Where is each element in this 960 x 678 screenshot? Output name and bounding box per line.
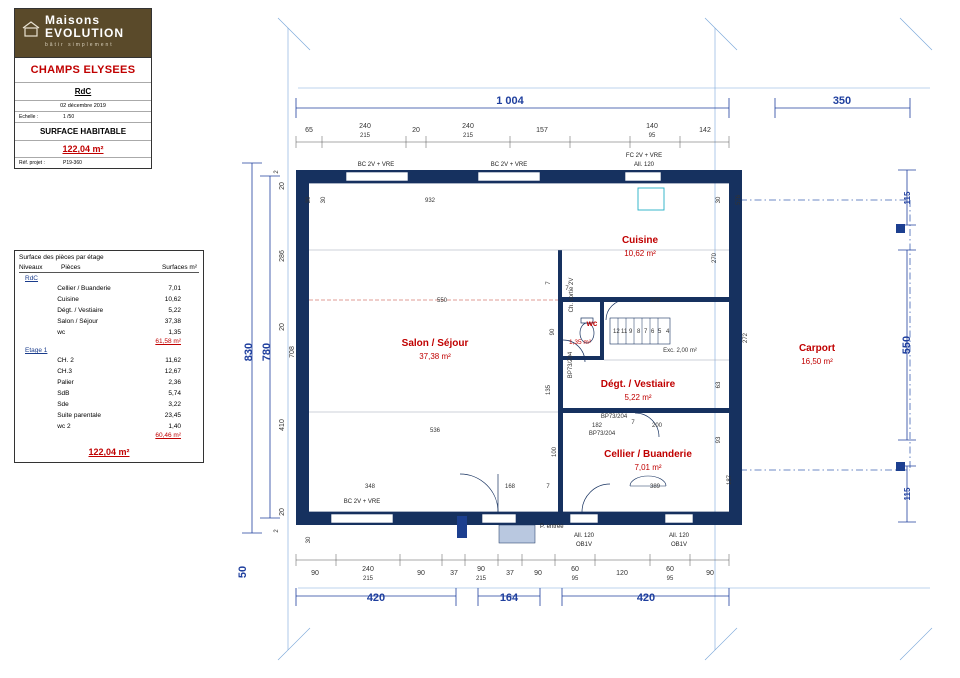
group-label-rdc: RdC (25, 275, 39, 282)
dim-chain-top-5: 140 (646, 123, 658, 130)
room-label: wc 2 (57, 423, 71, 430)
room-area-wc: 1,35 m² (568, 339, 592, 346)
inner-dim-182: 182 (591, 423, 603, 429)
dim-chain-top-1b: 215 (359, 133, 371, 139)
opening-sub-5: OB1V (670, 542, 688, 548)
inner-dim-187: 100 (552, 446, 558, 458)
dim-left-2b: 2 (274, 529, 280, 533)
plan-date: 02 décembre 2019 (15, 101, 151, 112)
inner-dim-270: 270 (712, 252, 718, 264)
habitable-surface-value: 122,04 m² (15, 141, 151, 158)
svg-text:11: 11 (621, 329, 628, 335)
opening-label-5: All. 120 (668, 533, 690, 539)
subtotal-rdc: 61,58 m² (155, 338, 181, 345)
room-label: SdB (57, 390, 70, 397)
inner-dim-135: 90 (550, 328, 556, 336)
inner-dim-30c: 30 (306, 536, 312, 544)
dim-chain-top-2: 20 (412, 127, 420, 134)
col-header-room: Pièces (61, 264, 81, 271)
subtotal-etage1: 60,46 m² (155, 432, 181, 439)
stair-riser-number: 12 (613, 329, 620, 335)
dim-left-780: 780 (261, 342, 273, 362)
areas-table (14, 250, 204, 463)
opening-label-3: BC 2V + VRE (343, 499, 381, 505)
room-label: Palier (57, 379, 74, 386)
table-row (19, 366, 199, 377)
kitchen-sink-symbol (638, 188, 664, 210)
logo-tagline: bâtir simplement (45, 42, 114, 48)
room-area: 7,01 (168, 285, 181, 292)
room-area: 3,22 (168, 401, 181, 408)
room-label-salon: Salon / Séjour (401, 338, 469, 349)
dim-chain-bottom-5: 37 (506, 570, 514, 577)
table-row (19, 421, 199, 432)
annotation-exc: Exc. 2,00 m² (663, 348, 697, 354)
room-label: Cuisine (57, 296, 79, 303)
svg-text:9: 9 (629, 329, 633, 335)
dim-left-2a: 2 (274, 170, 280, 174)
dim-chain-top-5b: 95 (648, 133, 656, 139)
room-area-degt: 5,22 m² (624, 393, 652, 402)
dim-bottom-2: 164 (499, 592, 519, 604)
inner-dim-90: 63 (716, 381, 722, 389)
svg-text:6: 6 (651, 329, 655, 335)
inner-dim-389b: 389 (649, 484, 661, 490)
dim-left-286: 286 (279, 250, 286, 262)
dim-bottom-1: 420 (366, 592, 386, 604)
logo-text-line2: EVOLUTION (45, 25, 125, 40)
dim-chain-bottom-4b: 215 (475, 576, 487, 582)
table-row (19, 316, 199, 327)
habitable-surface-label: SURFACE HABITABLE (15, 123, 151, 141)
room-label: Salon / Séjour (57, 318, 99, 325)
dim-top-right: 350 (832, 95, 852, 107)
room-label: Dégt. / Vestiaire (57, 307, 104, 314)
inner-dim-63: 93 (716, 436, 722, 444)
dim-chain-top-3: 240 (462, 123, 474, 130)
inner-dim-536: 536 (429, 428, 441, 434)
table-row (19, 305, 199, 316)
staircase (610, 318, 670, 344)
inner-dim-932: 932 (424, 198, 436, 204)
table-row (19, 377, 199, 388)
room-area: 37,38 (164, 318, 181, 325)
dim-chain-bottom-7: 60 (571, 566, 579, 573)
table-row (19, 410, 199, 421)
room-area: 11,62 (165, 357, 181, 364)
areas-table-title: Surface des pièces par étage (19, 254, 104, 261)
room-label: Cellier / Buanderie (57, 285, 111, 292)
opening-label-4: All. 120 (573, 533, 595, 539)
room-area: 23,45 (164, 412, 181, 419)
opening-label-0: BC 2V + VRE (357, 162, 395, 168)
inner-dim-93: 187 (727, 474, 733, 486)
svg-text:8: 8 (637, 329, 641, 335)
inner-dim-7a: 7 (546, 484, 550, 490)
dim-chain-bottom-9: 60 (666, 566, 674, 573)
inner-dim-550: 550 (436, 298, 448, 304)
title-block (14, 8, 152, 169)
table-row (19, 294, 199, 305)
svg-text:7: 7 (644, 329, 648, 335)
inner-dim-272: 272 (743, 332, 749, 344)
dim-left-830: 830 (243, 342, 255, 362)
dim-chain-top-4: 157 (536, 127, 548, 134)
annotation-bp1: BP73/204 (568, 351, 574, 379)
inner-dim-200: 200 (651, 423, 663, 429)
room-area: 12,67 (164, 368, 181, 375)
dim-chain-top-0: 65 (305, 127, 313, 134)
col-header-area: Surfaces m² (161, 264, 197, 271)
opening-label-2: FC 2V + VRE (625, 153, 663, 159)
svg-text:5: 5 (658, 329, 662, 335)
room-area: 1,40 (168, 423, 181, 430)
annotation-bp2: BP73/204 (600, 414, 628, 420)
room-area: 5,74 (168, 390, 181, 397)
dim-chain-bottom-10: 90 (706, 570, 714, 577)
room-label: CH.3 (57, 368, 73, 375)
dim-left-20b: 20 (279, 323, 286, 331)
dim-chain-bottom-8: 120 (616, 570, 628, 577)
room-label-cellier: Cellier / Buanderie (604, 449, 692, 460)
room-area-carport: 16,50 m² (801, 357, 833, 366)
table-row (19, 388, 199, 399)
dim-left-708: 708 (289, 346, 296, 358)
dim-left-20c: 20 (279, 508, 286, 516)
company-logo (15, 9, 151, 58)
dim-top-main: 1 004 (496, 95, 524, 107)
dim-left-20a: 20 (279, 182, 286, 190)
annotation-porte-entree: P. entrée (540, 524, 564, 530)
dim-chain-bottom-3: 37 (450, 570, 458, 577)
room-label: wc (57, 329, 66, 336)
dim-chain-top-1: 240 (359, 123, 371, 130)
dim-right-lower: 115 (903, 487, 912, 501)
opening-label-1: BC 2V + VRE (490, 162, 528, 168)
dim-left-50: 50 (237, 565, 249, 579)
ref-value: P19-360 (63, 160, 82, 166)
opening-sub-4: OB1V (575, 542, 593, 548)
ref-label: Réf. projet : (19, 160, 45, 166)
plan-scale (15, 112, 151, 123)
room-label: Sde (57, 401, 69, 408)
areas-table-header (19, 264, 199, 273)
room-label: Suite parentale (57, 412, 101, 419)
dim-chain-bottom-4: 90 (477, 566, 485, 573)
dim-chain-bottom-2: 90 (417, 570, 425, 577)
scale-value: 1 /50 (63, 114, 75, 120)
inner-dim-30b: 30 (321, 196, 327, 204)
areas-total: 122,04 m² (88, 447, 130, 457)
dim-chain-bottom-1b: 215 (362, 576, 374, 582)
room-area: 1,35 (168, 329, 181, 336)
room-label-cuisine: Cuisine (621, 235, 659, 246)
project-name: CHAMPS ELYSEES (15, 58, 151, 83)
room-area: 2,36 (168, 379, 181, 386)
annotation-bp3: BP73/204 (588, 431, 616, 437)
room-label-wc: wc (586, 319, 598, 328)
project-ref (15, 158, 151, 168)
svg-text:4: 4 (666, 329, 670, 335)
room-area: 5,22 (168, 307, 181, 314)
inner-dim-30a: 30 (306, 196, 312, 204)
table-row (19, 399, 199, 410)
room-label-degt: Dégt. / Vestiaire (600, 379, 676, 390)
inner-dim-7b: 7 (565, 286, 569, 292)
room-label-carport: Carport (798, 343, 836, 354)
inner-dim-7c: 7 (631, 420, 635, 426)
plan-level: RdC (15, 83, 151, 101)
inner-dim-90b: 7 (546, 281, 552, 285)
room-area: 10,62 (164, 296, 181, 303)
dim-bottom-3: 420 (636, 592, 656, 604)
carport-post (896, 462, 905, 471)
dim-chain-bottom-9b: 95 (666, 576, 674, 582)
dim-chain-bottom-0: 90 (311, 570, 319, 577)
dim-chain-bottom-1: 240 (362, 566, 374, 573)
house-logo-icon (21, 19, 41, 39)
laundry-fixtures (630, 476, 666, 486)
table-row (19, 327, 199, 338)
scale-label: Echelle : (19, 114, 39, 120)
annotation-ch-sortie: Ch. sortie 2V (569, 277, 575, 313)
col-header-level: Niveaux (19, 264, 43, 271)
floor-plan-drawing (210, 0, 960, 678)
dim-right-mid: 550 (901, 335, 913, 355)
room-label: CH. 2 (57, 357, 74, 364)
inner-dim-348: 348 (364, 484, 376, 490)
room-area-cuisine: 10,62 m² (624, 249, 656, 258)
inner-dim-30d: 30 (716, 196, 722, 204)
inner-dim-168: 168 (504, 484, 516, 490)
dim-chain-bottom-7b: 95 (571, 576, 579, 582)
inner-dim-576: 576 (736, 194, 742, 206)
room-area-salon: 37,38 m² (419, 352, 451, 361)
table-row (19, 355, 199, 366)
dim-chain-bottom-6: 90 (534, 570, 542, 577)
dim-chain-top-3b: 215 (462, 133, 474, 139)
logo-text-line1: Maisons (45, 13, 101, 27)
inner-dim-389a: 389 (649, 298, 661, 304)
dim-chain-top-6: 142 (699, 127, 711, 134)
inner-dim-100: 135 (546, 384, 552, 396)
dim-right-upper: 115 (903, 191, 912, 205)
room-area-cellier: 7,01 m² (634, 463, 662, 472)
dim-left-410: 410 (279, 419, 286, 431)
group-label-etage1: Etage 1 (25, 347, 48, 354)
table-row (19, 283, 199, 294)
opening-sub-2: All. 120 (633, 162, 655, 168)
